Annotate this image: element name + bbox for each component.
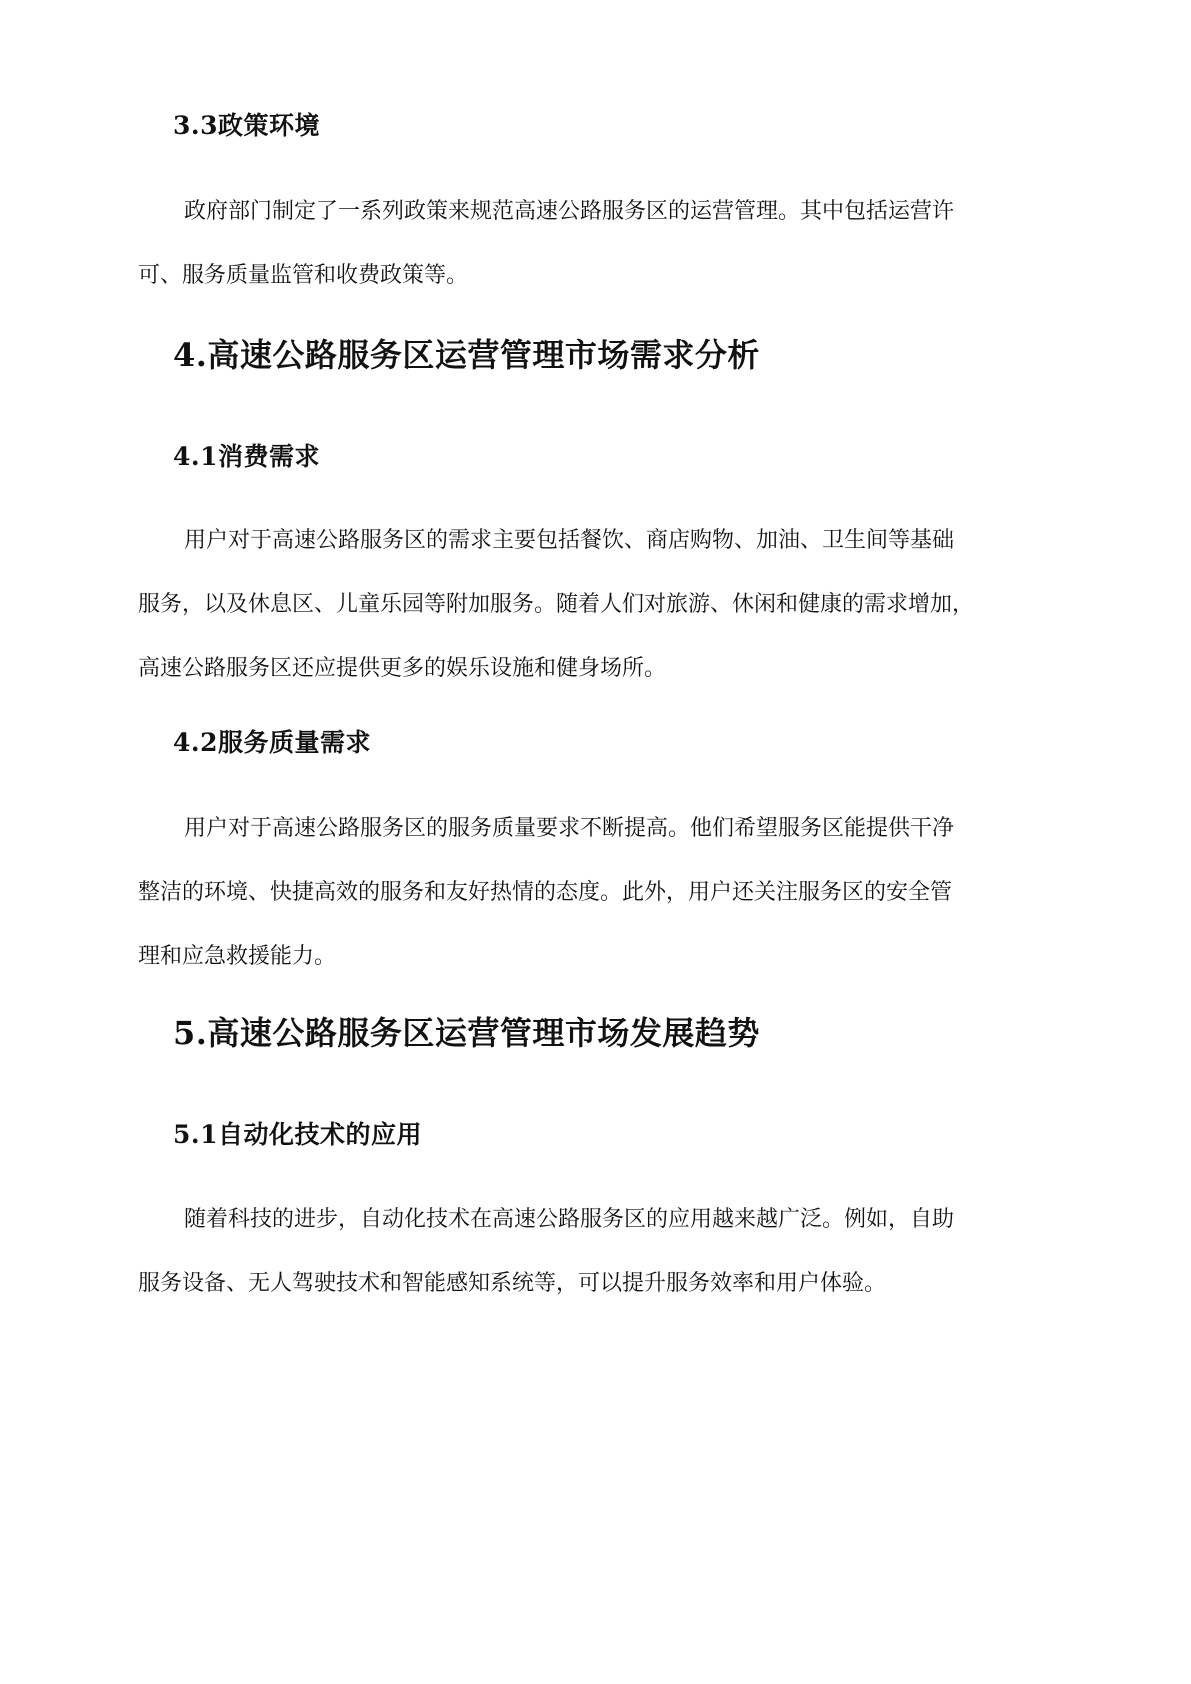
paragraph-line: 整洁的环境、快捷高效的服务和友好热情的态度。此外，用户还关注服务区的安全管: [138, 880, 953, 905]
paragraph-policy-environment: [138, 180, 1058, 308]
paragraph-line: 政府部门制定了一系列政策来规范高速公路服务区的运营管理。其中包括运营许: [184, 199, 955, 224]
heading-4-market-demand-analysis: 4.高速公路服务区运营管理市场需求分析: [173, 336, 760, 374]
paragraph-service-quality-demand: [138, 797, 1058, 989]
paragraph-line: 用户对于高速公路服务区的服务质量要求不断提高。他们希望服务区能提供干净: [184, 816, 955, 841]
paragraph-line: 理和应急救援能力。: [138, 944, 337, 969]
paragraph-line: 用户对于高速公路服务区的需求主要包括餐饮、商店购物、加油、卫生间等基础: [184, 528, 955, 553]
paragraph-line: 随着科技的进步，自动化技术在高速公路服务区的应用越来越广泛。例如，自助: [184, 1207, 955, 1232]
paragraph-line: 服务设备、无人驾驶技术和智能感知系统等，可以提升服务效率和用户体验。: [138, 1271, 887, 1296]
paragraph-line: 高速公路服务区还应提供更多的娱乐设施和健身场所。: [138, 656, 667, 681]
heading-4-1-consumer-demand: 4.1消费需求: [173, 442, 320, 471]
heading-4-2-service-quality-demand: 4.2服务质量需求: [173, 728, 371, 757]
heading-3-3-policy-environment: 3.3政策环境: [173, 111, 320, 140]
heading-5-1-automation-technology: 5.1自动化技术的应用: [173, 1120, 422, 1149]
paragraph-line: 可、服务质量监管和收费政策等。: [138, 263, 469, 288]
paragraph-line: 服务，以及休息区、儿童乐园等附加服务。随着人们对旅游、休闲和健康的需求增加，: [138, 592, 975, 617]
paragraph-automation-technology: [138, 1188, 1058, 1316]
heading-5-market-development-trends: 5.高速公路服务区运营管理市场发展趋势: [173, 1014, 760, 1052]
paragraph-consumer-demand: [138, 509, 1058, 701]
